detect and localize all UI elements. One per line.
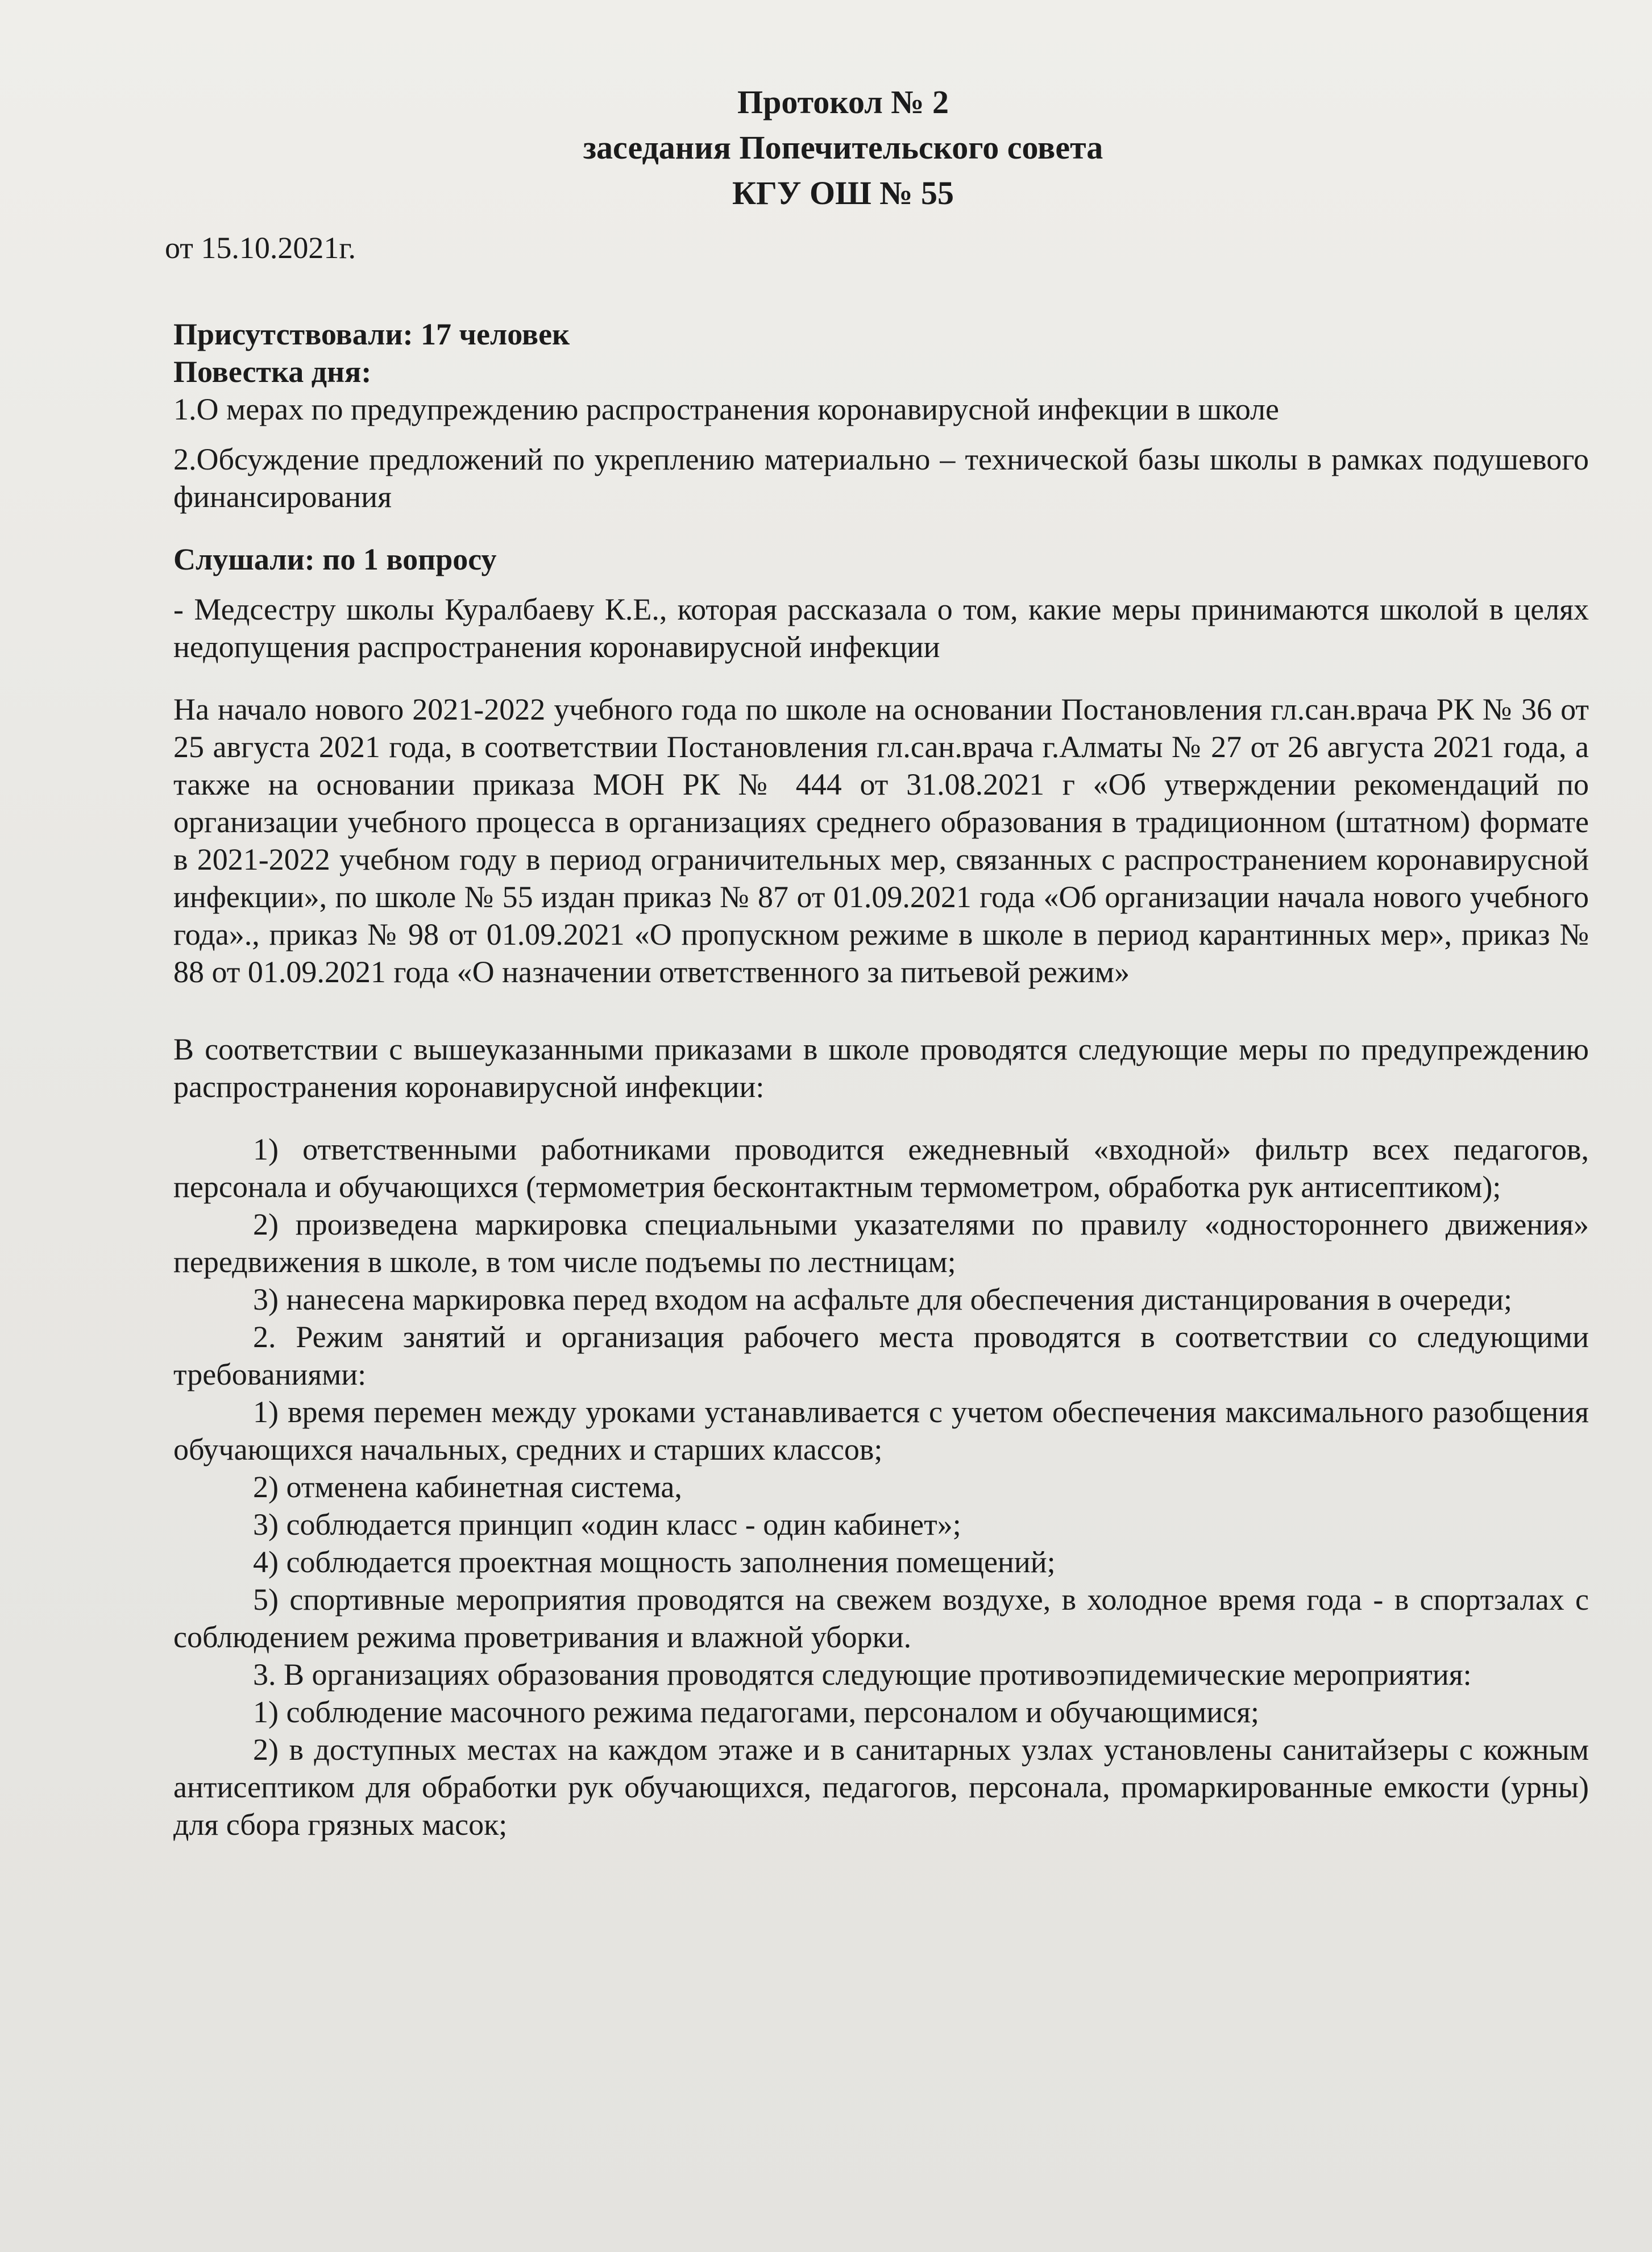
document-title [0,80,1652,216]
block-2-item: 4) соблюдается проектная мощность заполнения помещений; [253,1545,1056,1579]
agenda-label: Повестка дня: [173,355,372,389]
measure-item: 1) ответственными работниками проводится ежедневный «входной» фильтр всех педагогов, персонала и обучающихся (термометрия бесконтактным термометром, обработка рук антисептиком); [173,1132,1589,1204]
block-3-item: 1) соблюдение масочного режима педагогами, персоналом и обучающимися; [253,1695,1259,1729]
block-2-intro: 2. Режим занятий и организация рабочего места проводятся в соответствии со следующими требованиями: [173,1320,1589,1391]
block-2-item: 5) спортивные мероприятия проводятся на свежем воздухе, в холодное время года - в спортзалах с соблюдением режима проветривания и влажной уборки. [173,1582,1589,1654]
block-3-item: 2) в доступных местах на каждом этаже и в санитарных узлах установлены санитайзеры с кожным антисептиком для обработки рук обучающихся, педагогов, персонала, промаркированные емкости (урны) для сбора грязных масок; [173,1732,1589,1842]
basis-paragraph: На начало нового 2021-2022 учебного года по школе на основании Постановления гл.сан.врача РК № 36 от 25 августа 2021 года, в соответствии Постановления гл.сан.врача г.Алматы № 27 от 26 августа 2021 года, а также на основании приказа МОН РК № 444 от 31.08.2021 г «Об утверждении рекомендаций по организации учебного процесса в организациях среднего образования в традиционном (штатном) формате в 2021-2022 учебном году в период ограничительных мер, связанных с распространением коронавирусной инфекции», по школе № 55 издан приказ № 87 от 01.09.2021 года «Об организации начала нового учебного года»., приказ № 98 от 01.09.2021 «О пропускном режиме в школе в период карантинных мер», приказ № 88 от 01.09.2021 года «О назначении ответственного за питьевой режим» [173,692,1589,989]
section-heading: Слушали: по 1 вопросу [173,542,497,576]
document-body [173,315,1589,1843]
block-2-item: 3) соблюдается принцип «один класс - один кабинет»; [253,1507,961,1542]
measure-item: 2) произведена маркировка специальными указателями по правилу «одностороннего движения» передвижения в школе, в том числе подъемы по лестницам; [173,1207,1589,1279]
document-date: от 15.10.2021г. [165,231,356,265]
title-line-2: заседания Попечительского совета [583,129,1103,166]
title-line-1: Протокол № 2 [737,84,949,121]
attendance: Присутствовали: 17 человек [173,317,570,351]
title-line-3: КГУ ОШ № 55 [732,174,954,211]
block-3-intro: 3. В организациях образования проводятся следующие противоэпидемические мероприятия: [253,1657,1472,1692]
block-2-item: 2) отменена кабинетная система, [253,1470,682,1504]
measures-intro: В соответствии с вышеуказанными приказами в школе проводятся следующие меры по предупреждению распространения коронавирусной инфекции: [173,1032,1589,1104]
agenda-item: 2.Обсуждение предложений по укреплению материально – технической базы школы в рамках подушевого финансирования [173,442,1589,514]
speaker-paragraph: - Медсестру школы Куралбаеву К.Е., которая рассказала о том, какие меры принимаются школой в целях недопущения распространения коронавирусной инфекции [173,592,1589,664]
measure-item: 3) нанесена маркировка перед входом на асфальте для обеспечения дистанцирования в очереди; [253,1282,1512,1316]
agenda-item: 1.О мерах по предупреждению распространения коронавирусной инфекции в школе [173,392,1280,426]
block-2-item: 1) время перемен между уроками устанавливается с учетом обеспечения максимального разобщения обучающихся начальных, средних и старших классов; [173,1395,1589,1466]
